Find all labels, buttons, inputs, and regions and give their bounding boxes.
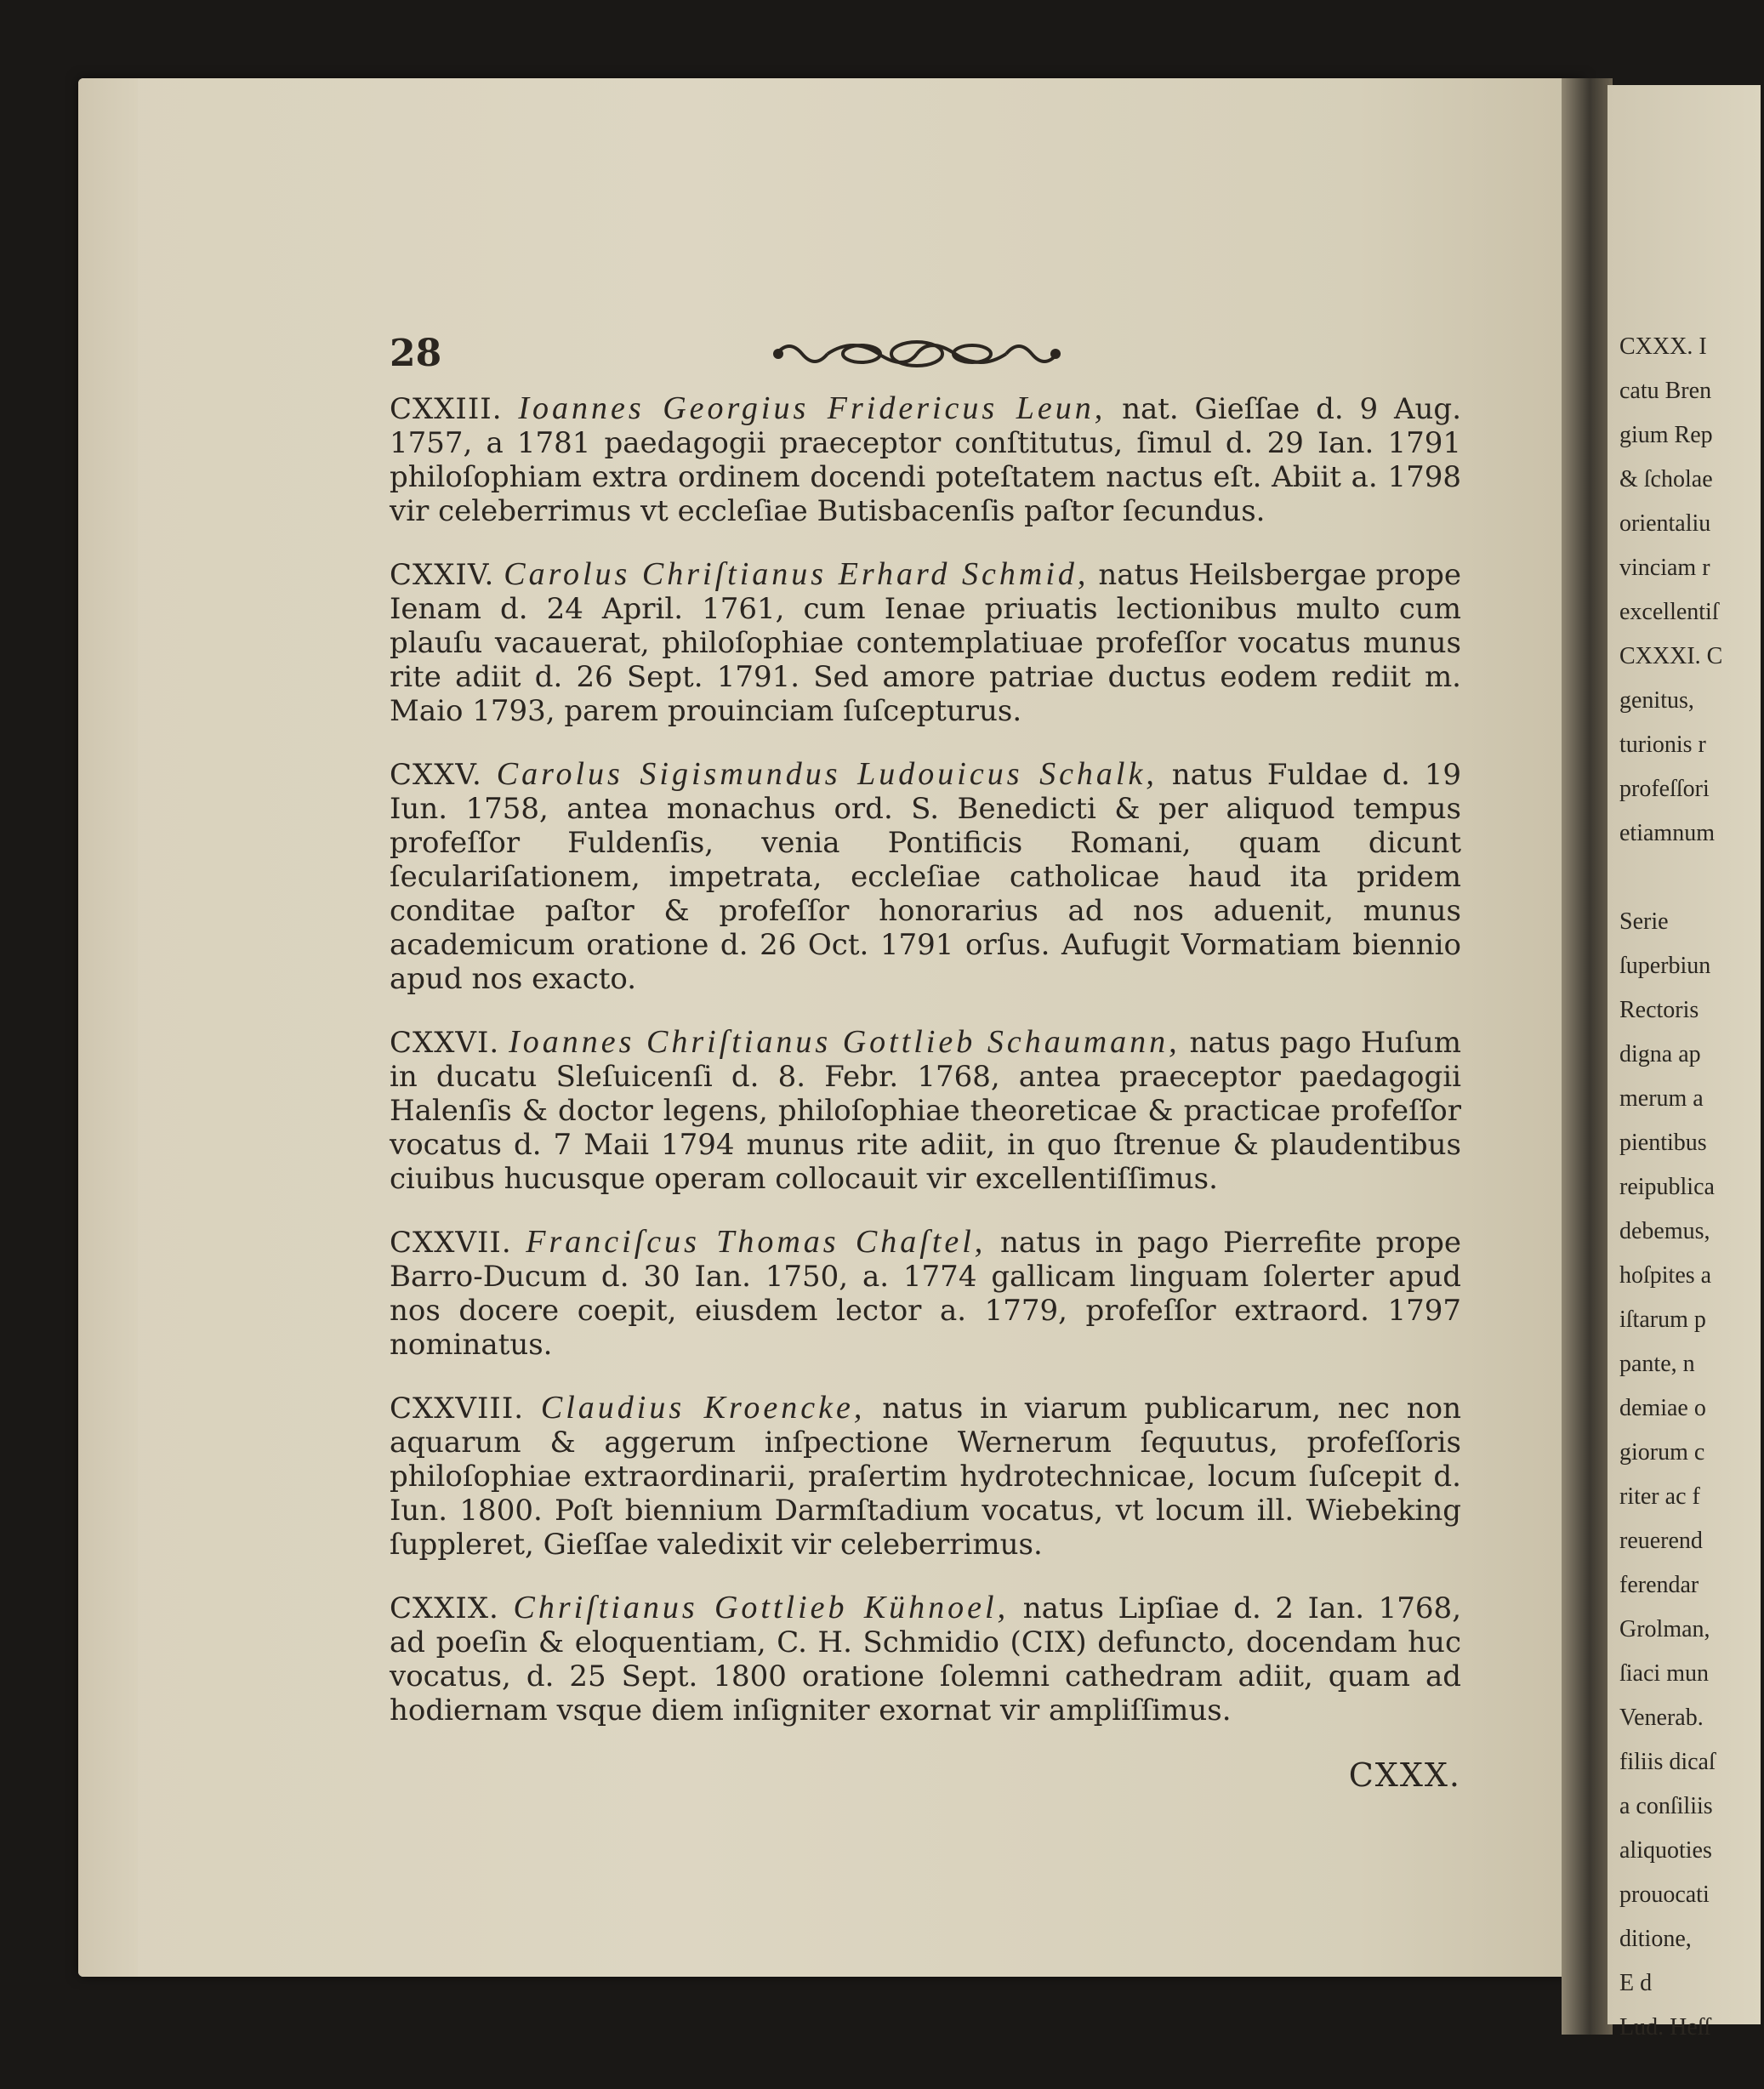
entry-number: CXXV. <box>390 758 482 792</box>
page-stack-edge <box>78 78 138 1977</box>
book-gutter <box>1562 78 1613 2035</box>
facing-page-line: reipublica <box>1619 1174 1715 1200</box>
entry-person-name: Carolus Chriſtianus Erhard Schmid, <box>504 556 1090 592</box>
page-header <box>390 323 1461 391</box>
entry-text: natus in viarum publicarum, nec non aquarum & aggerum inſpectione Wernerum ſequutus, profeſſoris philoſophiae extraordinarii, praſertim hydrotechnicae, locum ſuſcepit d. Iun. 1800. Poſt biennium Darmſtadium vocatus, vt locum ill. Wiebeking ſuppleret, Gieſſae valedixit vir celeberrimus. <box>390 1392 1461 1562</box>
facing-page-line: excellentiſ <box>1619 599 1719 625</box>
facing-page-line: ferendar <box>1619 1572 1699 1598</box>
facing-page-line: Venerab. <box>1619 1705 1704 1731</box>
entry-person-name: Claudius Kroencke, <box>540 1390 866 1426</box>
entry-number: CXXIX. <box>390 1591 499 1625</box>
facing-page-line: catu Bren <box>1619 378 1712 404</box>
facing-page-line: E d <box>1619 1970 1653 1996</box>
facing-page-line: genitus, <box>1619 687 1694 714</box>
facing-page-line: filiis dicaſ <box>1619 1749 1716 1775</box>
entry-text: natus pago Huſum in ducatu Sleſuicenſi d. 8. Febr. 1768, antea praeceptor paedagogii Halenſis & doctor legens, philoſophiae theoreticae & practicae profeſſor vocatus d. 7 Maii 1794 munus rite adiit, in quo ſtrenue & plaudentibus ciuibus hucusque operam collocauit vir excellentiſſimus. <box>390 1026 1462 1196</box>
facing-page-line: iſtarum p <box>1619 1306 1706 1333</box>
entry-person-name: Carolus Sigismundus Ludouicus Schalk, <box>496 756 1158 792</box>
entry <box>390 1391 1461 1562</box>
entry <box>390 757 1461 996</box>
entry-person-name: Chriſtianus Gottlieb Kühnoel, <box>513 1590 1010 1625</box>
facing-page-line: orientaliu <box>1619 510 1711 537</box>
facing-page-line: pientibus <box>1619 1130 1707 1156</box>
facing-page-line: hoſpites a <box>1619 1262 1712 1289</box>
entry <box>390 1225 1461 1362</box>
entry <box>390 1591 1461 1728</box>
entry-number: CXXVIII. <box>390 1392 525 1426</box>
facing-page-line: gium Rep <box>1619 422 1713 448</box>
facing-page-line: CXXX. I <box>1619 333 1707 360</box>
facing-page-line: aliquoties <box>1619 1837 1712 1864</box>
page-number: 28 <box>390 332 442 375</box>
facing-page-line: giorum c <box>1619 1439 1705 1466</box>
facing-page-line: Grolman, <box>1619 1616 1710 1642</box>
facing-page-line: ſuperbiun <box>1619 953 1711 979</box>
entry-list <box>390 391 1461 1728</box>
entry-text: natus in pago Pierrefite prope Barro-Ducum d. 30 Ian. 1750, a. 1774 gallicam linguam ſolerter apud nos docere coepit, eiusdem lector a. 1779, profeſſor extraord. 1797 nominatus. <box>390 1226 1461 1362</box>
facing-page-line: prouocati <box>1619 1881 1710 1908</box>
right-page-text <box>1619 325 1764 2050</box>
facing-page-line: CXXXI. C <box>1619 643 1723 669</box>
facing-page-line: digna ap <box>1619 1041 1701 1067</box>
facing-page-line: Rectoris <box>1619 997 1699 1023</box>
facing-page-line: merum a <box>1619 1085 1704 1112</box>
entry-number: CXXVI. <box>390 1026 500 1060</box>
right-page <box>1608 85 1761 2041</box>
facing-page-line: turionis r <box>1619 731 1706 758</box>
page-content <box>390 323 1461 1794</box>
entry-text: natus Heilsbergae prope Ienam d. 24 April. 1761, cum Ienae priuatis lectionibus multo cum plauſu vacauerat, philoſophiae contemplatiuae profeſſor vocatus munus rite adiit d. 26 Sept. 1791. Sed amore patriae ductus eodem rediit m. Maio 1793, parem prouinciam ſuſcepturus. <box>390 558 1461 728</box>
facing-page-line: ſiaci mun <box>1619 1660 1709 1687</box>
entry-person-name: Ioannes Chriſtianus Gottlieb Schaumann, <box>509 1024 1181 1060</box>
entry <box>390 1025 1461 1196</box>
facing-page-line: pante, n <box>1619 1351 1695 1377</box>
facing-page-line: debemus, <box>1619 1218 1710 1244</box>
entry-person-name: Franciſcus Thomas Chaſtel, <box>526 1224 987 1260</box>
facing-page-line: a conſiliis <box>1619 1793 1713 1819</box>
facing-page-line: demiae o <box>1619 1395 1706 1421</box>
catchword: CXXX. <box>1348 1756 1461 1794</box>
facing-page-line: ditione, <box>1619 1926 1692 1952</box>
facing-page-line: reuerend <box>1619 1528 1703 1554</box>
printer-ornament-icon <box>768 328 1066 379</box>
entry-person-name: Ioannes Georgius Fridericus Leun, <box>518 390 1107 426</box>
facing-page-line: profeſſori <box>1619 776 1710 802</box>
facing-page-line: vinciam r <box>1619 555 1710 581</box>
facing-page-line: Lud. Heſſ <box>1619 2014 1711 2041</box>
entry <box>390 391 1461 528</box>
entry <box>390 557 1461 728</box>
facing-page-line: & ſcholae <box>1619 466 1713 492</box>
facing-page-line: etiamnum <box>1619 820 1715 846</box>
entry-text: natus Fuldae d. 19 Iun. 1758, antea monachus ord. S. Benedicti & per aliquod tempus profeſſor Fuldenſis, venia Pontificis Romani, quam dicunt ſeculariſationem, impetrata, eccleſiae catholicae haud ita pridem conditae paſtor & profeſſor honorarius ad nos aduenit, munus academicum oratione d. 26 Oct. 1791 orſus. Aufugit Vormatiam biennio apud nos exacto. <box>390 758 1461 996</box>
entry-text: nat. Gieſſae d. 9 Aug. 1757, a 1781 paedagogii praeceptor conſtitutus, ſimul d. 29 Ian. 1791 philoſophiam extra ordinem docendi poteſtatem nactus eſt. Abiit a. 1798 vir celeberrimus vt eccleſiae Butisbacenſis paſtor ſecundus. <box>390 392 1462 528</box>
entry-number: CXXVII. <box>390 1226 512 1260</box>
facing-page-line <box>1619 856 1764 900</box>
facing-page-line: Serie <box>1619 908 1669 935</box>
entry-number: CXXIV. <box>390 558 495 592</box>
facing-page-line: riter ac f <box>1619 1483 1700 1510</box>
entry-text: natus Lipſiae d. 2 Ian. 1768, ad poeſin & eloquentiam, C. H. Schmidio (CIX) defuncto, docendam huc vocatus, d. 25 Sept. 1800 oratione ſolemni cathedram adiit, quam ad hodiernam vsque diem inſigniter exornat vir ampliſſimus. <box>390 1591 1461 1728</box>
entry-number: CXXIII. <box>390 392 503 426</box>
